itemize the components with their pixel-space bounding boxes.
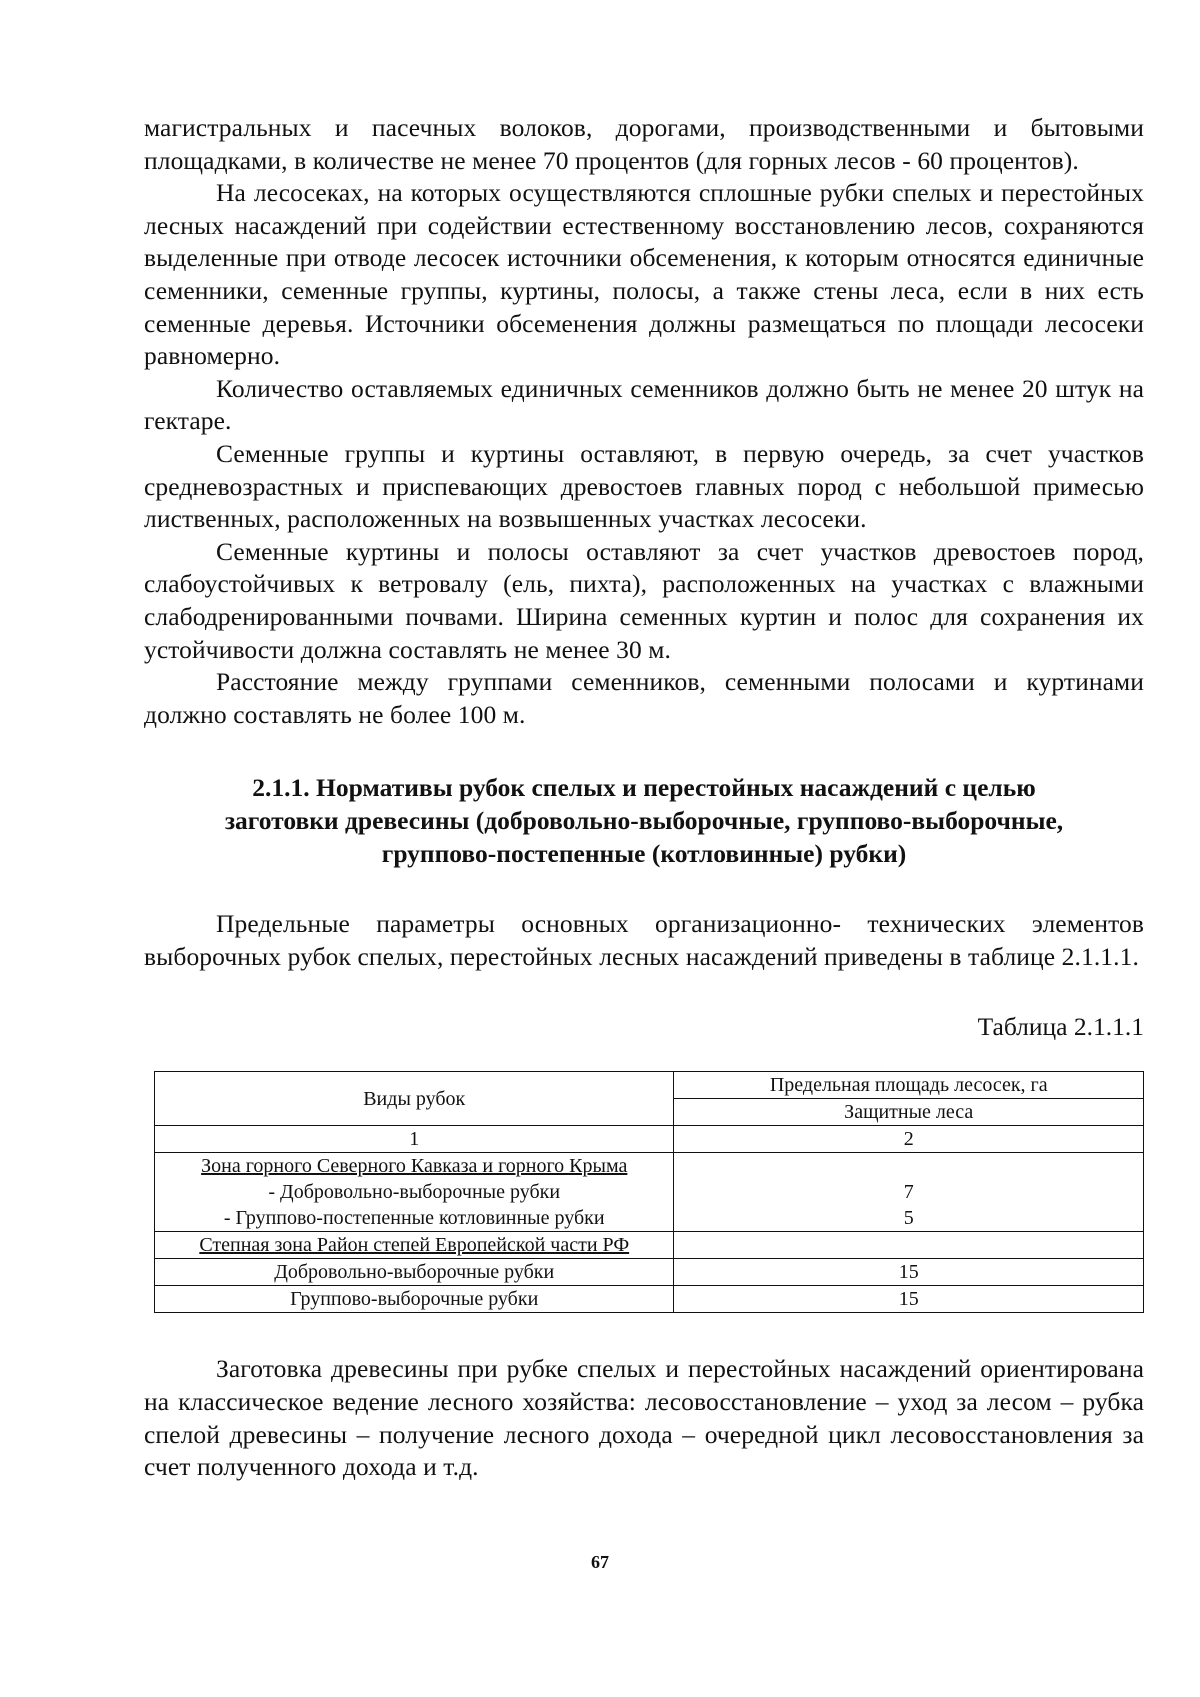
page-number: 67 (591, 1552, 609, 1572)
section-heading-line: 2.1.1. Нормативы рубок спелых и перестойных насаждений с целью (252, 773, 1036, 803)
table-row (155, 1259, 1144, 1286)
paragraph: Семенные группы и куртины оставляют, в первую очередь, за счет участков средневозрастных и приспевающих древостоев главных пород с небольшой примесью лиственных, расположенных на возвышенных участках лесосеки. (144, 438, 1144, 534)
cutting-type-label: Группово-выборочные рубки (155, 1286, 674, 1313)
table-cell (674, 1232, 1144, 1259)
table-row (155, 1232, 1144, 1259)
table-header-row (155, 1072, 1144, 1099)
cutting-type-label: - Добровольно-выборочные рубки (268, 1181, 561, 1204)
table-cell: 2 (674, 1126, 1144, 1153)
area-value: 15 (674, 1259, 1144, 1286)
paragraph: Количество оставляемых единичных семенников должно быть не менее 20 штук на гектаре. (144, 373, 1144, 436)
table-cell (674, 1153, 1144, 1232)
zone-title: Степная зона Район степей Европейской части РФ (155, 1232, 674, 1259)
section-heading-line: группово-постепенные (котловинные) рубки) (381, 839, 907, 869)
cutting-type-label: Добровольно-выборочные рубки (155, 1259, 674, 1286)
cutting-norms-table (154, 1071, 1144, 1313)
paragraph: Расстояние между группами семенников, семенными полосами и куртинами должно составлять не более 100 м. (144, 667, 1144, 729)
area-value: 15 (674, 1286, 1144, 1313)
document-page (144, 112, 1144, 1484)
paragraph: Семенные куртины и полосы оставляют за счет участков древостоев пород, слабоустойчивых к ветровалу (ель, пихта), расположенных на участках с влажными слабодренированными почвами. Ширина семенных куртин и полос для сохранения их устойчивости должна составлять не менее 30 м. (144, 536, 1144, 664)
table-caption: Таблица 2.1.1.1 (977, 1012, 1144, 1042)
paragraph: магистральных и пасечных волоков, дорогами, производственными и бытовыми площадками, в количестве не менее 70 процентов (для горных лесов - 60 процентов). (144, 113, 1144, 175)
table-cell: 1 (155, 1126, 674, 1153)
section-heading (144, 771, 1144, 870)
intro-paragraph: Предельные параметры основных организационно- технических элементов выборочных рубок спелых, перестойных лесных насаждений приведены в таблице 2.1.1.1. (144, 909, 1144, 971)
section-heading-line: заготовки древесины (добровольно-выборочные, группово-выборочные, (224, 806, 1064, 836)
table-cell (155, 1153, 674, 1232)
table-row (155, 1286, 1144, 1313)
zone-title: Зона горного Северного Кавказа и горного Крыма (201, 1155, 628, 1178)
table-numbering-row (155, 1126, 1144, 1153)
area-value: 7 (903, 1181, 914, 1204)
paragraph: На лесосеках, на которых осуществляются сплошные рубки спелых и перестойных лесных насаждений при содействии естественному восстановлению лесов, сохраняются выделенные при отводе лесосек источники обсеменения, к которым относятся единичные семенники, семенные группы, куртины, полосы, а также стены леса, если в них есть семенные деревья. Источники обсеменения должны размещаться по площади лесосеки равномерно. (144, 178, 1144, 371)
table-header-cell: Виды рубок (155, 1072, 674, 1126)
table-header-cell: Защитные леса (674, 1099, 1144, 1126)
cutting-type-label: - Группово-постепенные котловинные рубки (223, 1207, 605, 1230)
closing-paragraph: Заготовка древесины при рубке спелых и перестойных насаждений ориентирована на классическое ведение лесного хозяйства: лесовосстановление – уход за лесом – рубка спелой древесины – получение лесного дохода – очередной цикл лесовосстановления за счет полученного дохода и т.д. (144, 1354, 1144, 1482)
spacer (144, 870, 1144, 908)
table-header-cell: Предельная площадь лесосек, га (674, 1072, 1144, 1099)
table-row (155, 1153, 1144, 1232)
area-value: 5 (903, 1207, 914, 1230)
